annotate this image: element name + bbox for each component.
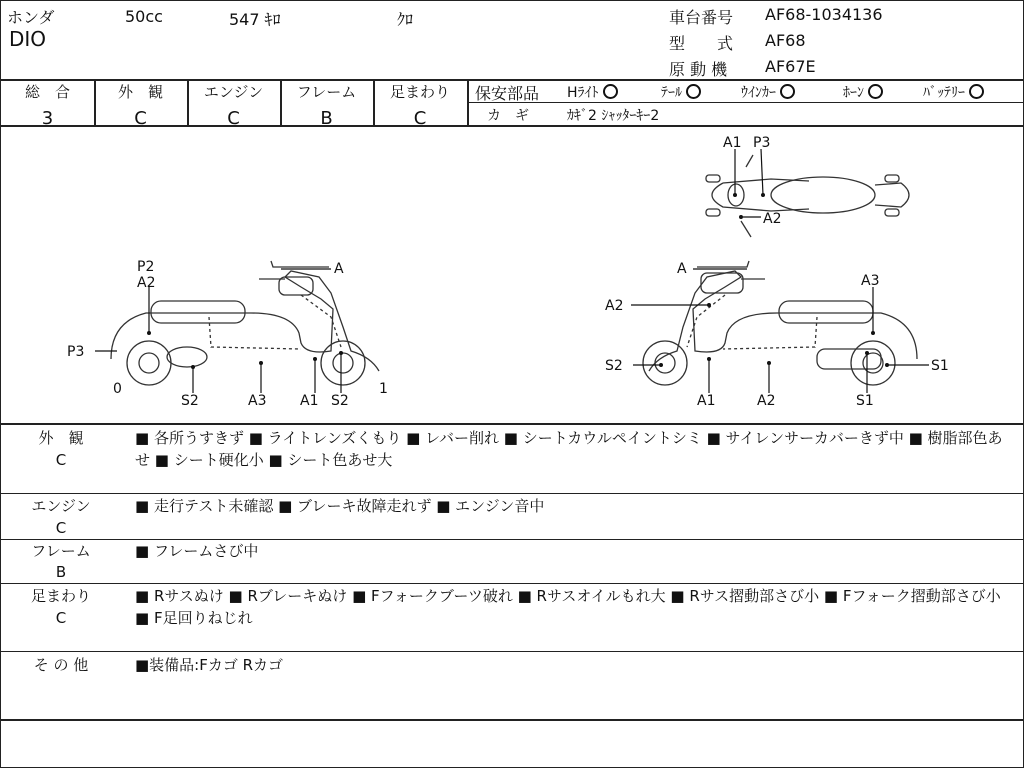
grade-label: フレーム bbox=[296, 83, 357, 101]
model-name: DIO bbox=[9, 27, 47, 51]
ok-circle-icon bbox=[969, 84, 984, 99]
frame-no: AF68-1034136 bbox=[765, 5, 883, 24]
diagram-label: A1 bbox=[300, 393, 319, 409]
section-title: そ の 他 bbox=[33, 656, 89, 674]
frame-no-label: 車台番号 bbox=[669, 8, 734, 27]
diagram-label: S2 bbox=[181, 393, 199, 409]
diagram-label: 1 bbox=[379, 381, 388, 397]
divider bbox=[1, 651, 1023, 652]
safety-item-winker bbox=[741, 82, 795, 102]
color: ｸﾛ bbox=[397, 10, 414, 29]
maker: ホンダ bbox=[7, 8, 55, 27]
grade-value: C bbox=[227, 108, 240, 129]
diagram-label: A1 bbox=[723, 135, 742, 151]
grade-label: エンジン bbox=[203, 83, 264, 101]
section-grade: C bbox=[55, 451, 67, 469]
section-grade: C bbox=[55, 609, 67, 627]
grade-suspension bbox=[373, 81, 467, 129]
section-text: ■装備品:Fカゴ Rカゴ bbox=[135, 656, 284, 674]
diagram-label: S2 bbox=[331, 393, 349, 409]
section-text: ■ 各所うすきず ■ ライトレンズくもり ■ レバー削れ ■ シートカウルペイントシミ ■ サイレンサーカバーきず中 ■ 樹脂部色あせ ■ シート硬化小 ■ シート色あせ大 bbox=[135, 429, 1003, 469]
section-text: ■ フレームさび中 bbox=[135, 542, 259, 560]
diagram-label: P2 bbox=[137, 259, 155, 275]
ok-circle-icon bbox=[603, 84, 618, 99]
ok-circle-icon bbox=[686, 84, 701, 99]
mileage: 547 ｷﾛ bbox=[229, 10, 281, 29]
ok-circle-icon bbox=[868, 84, 883, 99]
diagram-label: S1 bbox=[856, 393, 874, 409]
grade-value: C bbox=[134, 108, 147, 129]
divider bbox=[467, 79, 469, 125]
type-value: AF68 bbox=[765, 31, 806, 50]
grade-label: 足まわり bbox=[389, 83, 450, 101]
diagram-label: A bbox=[677, 261, 687, 277]
diagram-label: A2 bbox=[763, 211, 782, 227]
scooter-damage-diagram bbox=[1, 127, 1023, 423]
diagram-label: A3 bbox=[248, 393, 267, 409]
divider bbox=[1, 423, 1023, 425]
grade-value: B bbox=[320, 108, 333, 129]
grade-label: 外 観 bbox=[117, 83, 163, 101]
section-title: フレーム bbox=[31, 542, 91, 560]
section-grade: C bbox=[55, 519, 67, 537]
grade-frame bbox=[280, 81, 373, 129]
type-label: 型 式 bbox=[669, 34, 734, 53]
grade-label: 総 合 bbox=[24, 83, 70, 101]
section-title: 足まわり bbox=[30, 587, 91, 605]
grade-engine bbox=[187, 81, 280, 129]
safety-item-label: ﾎｰﾝ bbox=[843, 85, 864, 101]
safety-item-battery bbox=[923, 82, 984, 102]
safety-item-label: Hﾗｲﾄ bbox=[567, 85, 599, 101]
diagram-label: A bbox=[334, 261, 344, 277]
diagram-label: A2 bbox=[757, 393, 776, 409]
grade-overall bbox=[1, 81, 94, 129]
safety-parts-label: 保安部品 bbox=[475, 84, 540, 103]
diagram-label: 0 bbox=[113, 381, 122, 397]
callout-lines bbox=[95, 149, 929, 393]
key-label: カ ギ bbox=[487, 108, 529, 124]
divider bbox=[1, 583, 1023, 584]
diagram-label: S1 bbox=[931, 358, 949, 374]
key-value: ｶｷﾞ2 ｼｬｯﾀｰｷｰ2 bbox=[567, 108, 660, 124]
diagram-label: P3 bbox=[753, 135, 771, 151]
engine-value: AF67E bbox=[765, 57, 816, 76]
safety-item-label: ｳｲﾝｶｰ bbox=[741, 85, 776, 101]
safety-item-headlight bbox=[567, 82, 618, 102]
safety-item-label: ﾃｰﾙ bbox=[661, 85, 682, 101]
safety-item-label: ﾊﾞｯﾃﾘｰ bbox=[923, 85, 965, 101]
grade-value: C bbox=[413, 108, 427, 129]
grade-value: 3 bbox=[41, 108, 54, 129]
divider bbox=[1, 719, 1023, 721]
diagram-label: S2 bbox=[605, 358, 623, 374]
safety-item-horn bbox=[843, 82, 883, 102]
displacement: 50cc bbox=[125, 7, 163, 26]
diagram-label: A1 bbox=[697, 393, 716, 409]
engine-label: 原 動 機 bbox=[669, 60, 728, 79]
section-title: エンジン bbox=[31, 497, 91, 515]
section-title: 外 観 bbox=[38, 429, 84, 447]
diagram-label: A3 bbox=[861, 273, 880, 289]
safety-item-tail bbox=[661, 82, 701, 102]
divider bbox=[1, 493, 1023, 494]
grade-exterior bbox=[94, 81, 187, 129]
section-grade: B bbox=[55, 563, 67, 581]
divider bbox=[467, 102, 1023, 103]
diagram-label: A2 bbox=[605, 298, 624, 314]
section-text: ■ Rサスぬけ ■ Rブレーキぬけ ■ Fフォークブーツ破れ ■ Rサスオイルもれ大 ■ Rサス摺動部さび小 ■ Fフォーク摺動部さび小 ■ F足回りねじれ bbox=[135, 587, 1001, 627]
diagram-label: P3 bbox=[67, 344, 85, 360]
ok-circle-icon bbox=[780, 84, 795, 99]
diagram-label: A2 bbox=[137, 275, 156, 291]
section-text: ■ 走行テスト未確認 ■ ブレーキ故障走れず ■ エンジン音中 bbox=[135, 497, 545, 515]
